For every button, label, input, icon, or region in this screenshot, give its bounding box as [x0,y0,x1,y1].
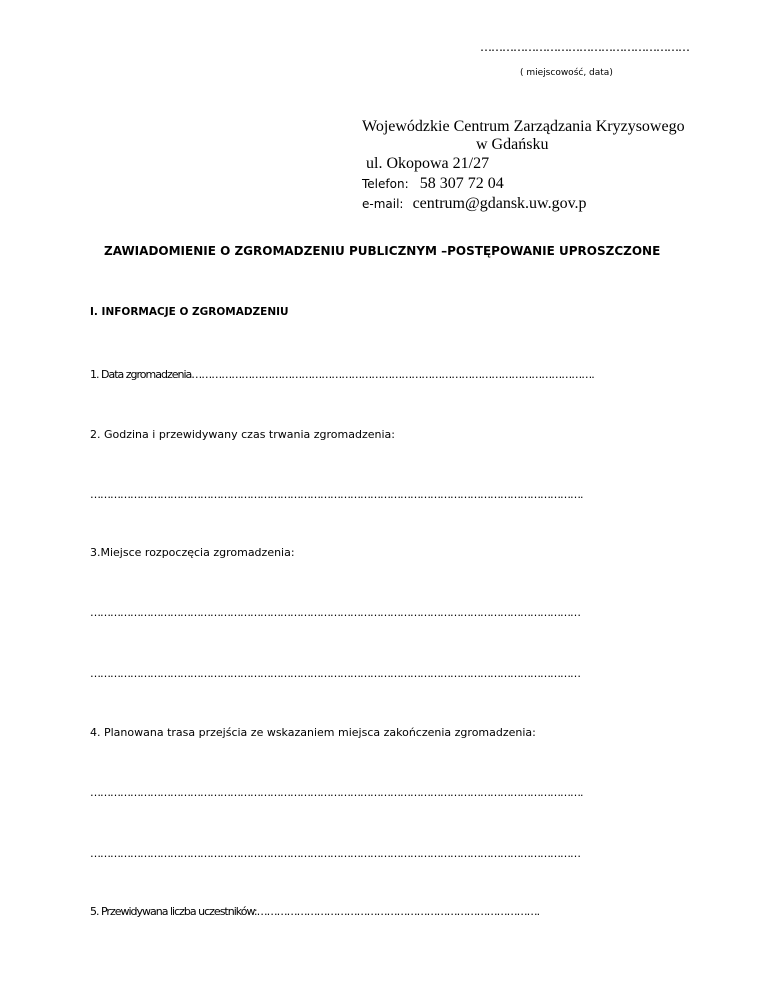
addressee-email [362,193,587,213]
field-participants: 5. Przewidywana liczba uczestników:…………………………………………………………………………. [90,905,540,918]
field-route-blank-1: …………………………………………………………………………………………………………………………………. [90,786,583,799]
field-time-label: 2. Godzina i przewidywany czas trwania zgromadzenia: [90,428,395,441]
section-heading: I. INFORMACJE O ZGROMADZENIU [90,306,289,318]
phone-label: Telefon: [362,177,409,191]
document-title: ZAWIADOMIENIE O ZGROMADZENIU PUBLICZNYM –POSTĘPOWANIE UPROSZCZONE [104,244,661,258]
field-start-place-blank-2: ………………………………………………………………………………………………………………………………… [90,667,580,680]
email-label: e-mail: [362,197,404,211]
field-time-blank: …………………………………………………………………………………………………………………………………. [90,488,583,501]
place-date-dots: ………………………………………………… [480,40,689,54]
field-date: 1. Data zgromadzenia…………………………………………………………………………………………………………. [90,368,594,381]
field-start-place-label: 3.Miejsce rozpoczęcia zgromadzenia: [90,546,295,559]
phone-value: 58 307 72 04 [419,175,504,192]
place-date-caption: ( miejscowość, data) [520,68,613,78]
addressee-street: ul. Okopowa 21/27 [366,155,490,172]
field-start-place-blank-1: ………………………………………………………………………………………………………………………………… [90,606,580,619]
email-value: centrum@gdansk.uw.gov.p [412,195,587,212]
addressee-city: w Gdańsku [476,136,549,153]
addressee-name: Wojewódzkie Centrum Zarządzania Kryzysowego [362,118,685,135]
field-route-blank-2: ………………………………………………………………………………………………………………………………… [90,847,580,860]
field-route-label: 4. Planowana trasa przejścia ze wskazaniem miejsca zakończenia zgromadzenia: [90,726,536,739]
addressee-phone [362,173,504,193]
